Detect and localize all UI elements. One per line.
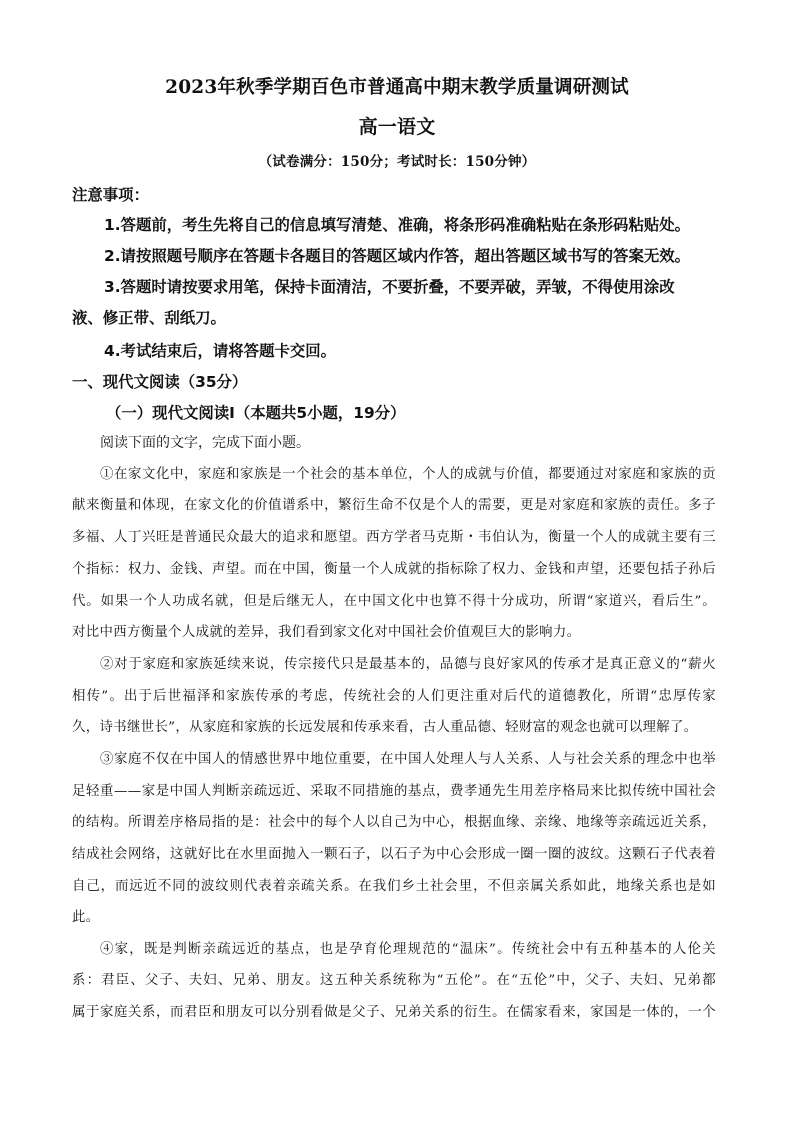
reading-instruction: 阅读下面的文字，完成下面小题。: [100, 435, 310, 451]
passage-line: ④家，既是判断亲疏远近的基点，也是孕育伦理规范的“温床”。传统社会中有五种基本的人伦关: [100, 942, 716, 957]
passage-line: 足轻重——家是中国人判断亲疏远近、采取不同措施的基点，费孝通先生用差序格局来比拟传统中国社会: [72, 784, 716, 799]
notice-item: 1.答题前，考生先将自己的信息填写清楚、准确，将条形码准确粘贴在条形码粘贴处。: [104, 216, 691, 234]
passage-line: 系：君臣、父子、夫妇、兄弟、朋友。这五种关系统称为“五伦”。在“五伦”中，父子、夫妇、兄弟都: [72, 973, 716, 988]
passage-line: 献来衡量和体现，在家文化的价值谱系中，繁衍生命不仅是个人的需要，更是对家庭和家族的责任。多子: [72, 498, 716, 513]
passage-line: 的结构。所谓差序格局指的是：社会中的每个人以自己为中心，根据血缘、亲缘、地缘等亲疏远近关系，: [72, 815, 716, 830]
exam-info: （试卷满分：150分；考试时长：150分钟）: [258, 154, 536, 170]
passage-line: ①在家文化中，家庭和家族是一个社会的基本单位，个人的成就与价值，都要通过对家庭和家族的贡: [100, 467, 716, 482]
notice-item: 4.考试结束后，请将答题卡交回。: [104, 342, 337, 360]
passage-line: 久，诗书继世长”，从家庭和家族的长远发展和传承来看，古人重品德、轻财富的观念也就可以理解了。: [72, 720, 698, 735]
passage-line: 代。如果一个人功成名就，但是后继无人，在中国文化中也算不得十分成功，所谓“家道兴，看后生”。: [72, 594, 716, 609]
notice-item: 2.请按照题号顺序在答题卡各题目的答题区域内作答，超出答题区域书写的答案无效。: [104, 247, 691, 265]
passage-line: ③家庭不仅在中国人的情感世界中地位重要，在中国人处理人与人关系、人与社会关系的理念中也举: [100, 752, 716, 767]
notice-heading: 注意事项：: [72, 186, 149, 204]
passage-line: 个指标：权力、金钱、声望。而在中国，衡量一个人成就的指标除了权力、金钱和声望，还要包括子孙后: [72, 562, 716, 577]
passage-line: 此。: [72, 910, 100, 925]
passage-line: ②对于家庭和家族延续来说，传宗接代只是最基本的，品德与良好家风的传承才是真正意义的“薪火: [100, 657, 716, 672]
section-subheading: （一）现代文阅读Ⅰ（本题共5小题，19分）: [106, 404, 406, 422]
passage-line: 相传”。出于后世福泽和家族传承的考虑，传统社会的人们更注重对后代的道德教化，所谓“忠厚传家: [72, 689, 716, 704]
subject-title: 高一语文: [358, 116, 436, 138]
passage-line: 对比中西方衡量个人成就的差异，我们看到家文化对中国社会价值观巨大的影响力。: [72, 625, 581, 640]
exam-title: 2023年秋季学期百色市普通高中期末教学质量调研测试: [165, 77, 629, 98]
passage-line: 属于家庭关系，而君臣和朋友可以分别看做是父子、兄弟关系的衍生。在儒家看来，家国是一体的，一个: [72, 1005, 716, 1020]
notice-item: 液、修正带、刮纸刀。: [72, 309, 226, 327]
passage-line: 多福、人丁兴旺是普通民众最大的追求和愿望。西方学者马克斯・韦伯认为，衡量一个人的成就主要有三: [72, 530, 716, 545]
section-heading: 一、现代文阅读（35分）: [72, 373, 248, 391]
passage-line: 自己，而远近不同的波纹则代表着亲疏关系。在我们乡土社会里，不但亲属关系如此，地缘关系也是如: [72, 879, 716, 894]
passage-line: 结成社会网络，这就好比在水里面抛入一颗石子，以石子为中心会形成一圈一圈的波纹。这颗石子代表着: [72, 847, 716, 862]
notice-item: 3.答题时请按要求用笔，保持卡面清洁，不要折叠，不要弄破，弄皱，不得使用涂改: [104, 278, 675, 296]
